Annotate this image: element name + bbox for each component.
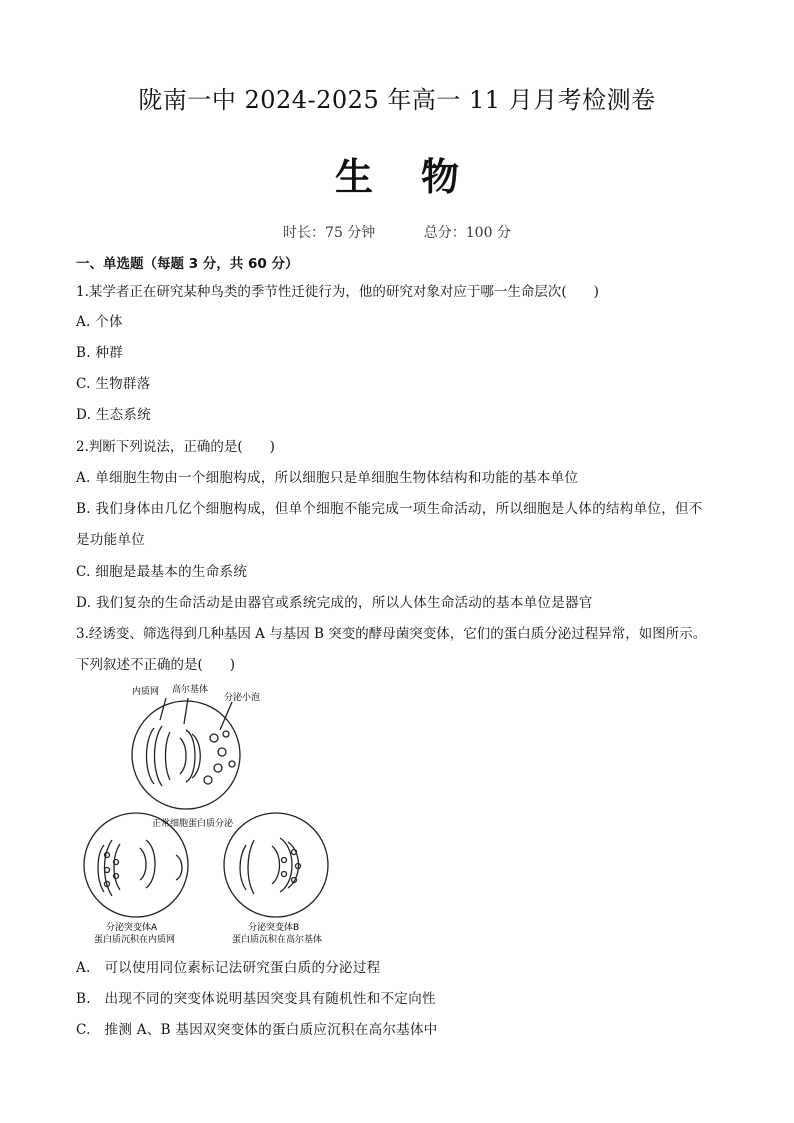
q1-option-c: C. 生物群落 [76, 376, 151, 392]
q1-option-d: D. 生态系统 [76, 407, 152, 423]
q3-option-c: C. 推测 A、B 基因双突变体的蛋白质应沉积在高尔基体中 [76, 1022, 438, 1038]
subject-title: 生物 [334, 155, 507, 199]
label-golgi: 高尔基体 [172, 685, 209, 695]
q1-option-a: A. 个体 [76, 314, 123, 330]
label-er: 内质网 [132, 687, 160, 697]
q2-option-d: D. 我们复杂的生命活动是由器官或系统完成的，所以人体生命活动的基本单位是器官 [76, 595, 593, 611]
caption-a1: 分泌突变体A [106, 923, 158, 933]
question-3-stem: 3.经诱变、筛选得到几种基因 A 与基因 B 突变的酵母菌突变体，它们的蛋白质分泌过程异常，如图所示。 [76, 626, 707, 642]
caption-b1: 分泌突变体B [248, 923, 300, 933]
q2-option-b: B. 我们身体由几亿个细胞构成，但单个细胞不能完成一项生命活动，所以细胞是人体的结构单位，但不 [76, 501, 703, 517]
normal-er [147, 726, 171, 786]
caption-b2: 蛋白质沉积在高尔基体 [232, 935, 323, 945]
caption-normal: 正常细胞蛋白质分泌 [152, 819, 234, 829]
q2-option-b-cont: 是功能单位 [76, 532, 145, 548]
mutant-b-er [240, 840, 254, 894]
duration-text: 时长：75 分钟 [283, 225, 376, 241]
q2-option-a: A. 单细胞生物由一个细胞构成，所以细胞只是单细胞生物体结构和功能的基本单位 [76, 470, 579, 486]
exam-meta [0, 222, 794, 242]
caption-a2: 蛋白质沉积在内质网 [94, 935, 176, 945]
question-3-stem-cont: 下列叙述不正确的是( ) [76, 657, 236, 673]
secretion-figure [76, 680, 376, 950]
q3-option-a: A. 可以使用同位素标记法研究蛋白质的分泌过程 [76, 960, 381, 976]
label-vesicle: 分泌小泡 [224, 693, 261, 703]
normal-golgi [180, 730, 200, 782]
q3-option-b: B. 出现不同的突变体说明基因突变具有随机性和不定向性 [76, 991, 436, 1007]
question-2-stem: 2.判断下列说法，正确的是( ) [76, 439, 275, 455]
total-score-text: 总分：100 分 [423, 225, 511, 241]
question-1-stem: 1.某学者正在研究某种鸟类的季节性迁徙行为，他的研究对象对应于哪一生命层次( ) [76, 284, 599, 300]
section-heading: 一、单选题（每题 3 分，共 60 分） [76, 256, 299, 272]
mutant-a-golgi [140, 840, 155, 888]
q2-option-c: C. 细胞是最基本的生命系统 [76, 564, 248, 580]
q1-option-b: B. 种群 [76, 345, 124, 361]
exam-title: 陇南一中 2024-2025 年高一 11 月月考检测卷 [138, 86, 656, 114]
mutant-b-golgi [272, 838, 299, 892]
